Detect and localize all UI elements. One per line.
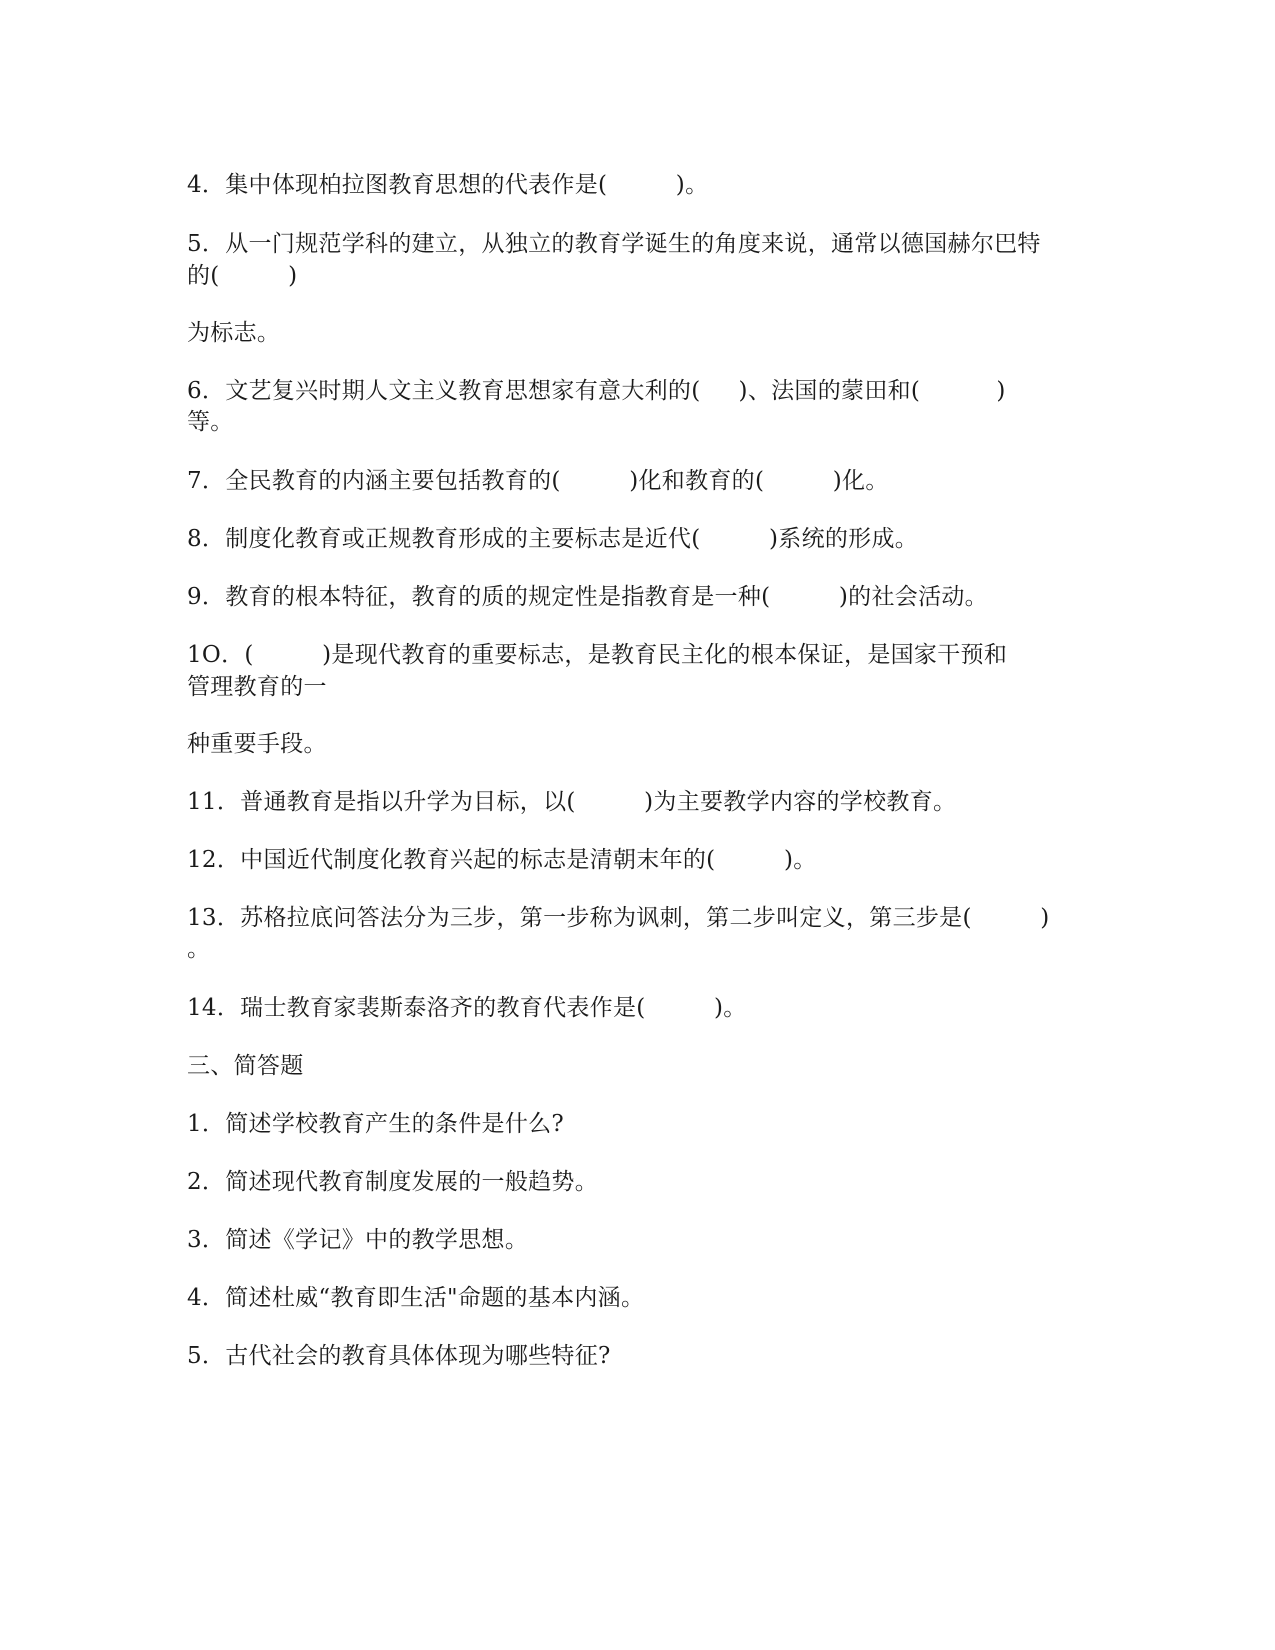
question-10-line-3: 种重要手段。 (187, 731, 327, 757)
question-6-line-2: 等。 (187, 409, 234, 435)
short-answer-1: 1．简述学校教育产生的条件是什么? (187, 1111, 565, 1137)
question-6-line-1: 6．文艺复兴时期人文主义教育思想家有意大利的( )、法国的蒙田和( ) (187, 378, 1006, 404)
short-answer-3: 3．简述《学记》中的教学思想。 (187, 1227, 529, 1253)
short-answer-2: 2．简述现代教育制度发展的一般趋势。 (187, 1169, 599, 1195)
question-11-line-1: 11．普通教育是指以升学为目标，以( )为主要教学内容的学校教育。 (187, 789, 957, 815)
question-5-line-3: 为标志。 (187, 320, 281, 346)
question-7-line-1: 7．全民教育的内涵主要包括教育的( )化和教育的( )化。 (187, 468, 889, 494)
question-9-line-1: 9．教育的根本特征，教育的质的规定性是指教育是一种( )的社会活动。 (187, 584, 988, 610)
question-13-line-2: 。 (187, 936, 211, 962)
question-8-line-1: 8．制度化教育或正规教育形成的主要标志是近代( )系统的形成。 (187, 526, 919, 552)
section-heading: 三、简答题 (187, 1053, 304, 1079)
short-answer-5: 5．古代社会的教育具体体现为哪些特征? (187, 1343, 611, 1369)
question-12-line-1: 12．中国近代制度化教育兴起的标志是清朝末年的( )。 (187, 847, 817, 873)
short-answer-4: 4．简述杜威“教育即生活"命题的基本内涵。 (187, 1285, 645, 1311)
question-5-line-2: 的( ) (187, 263, 298, 289)
question-10-line-2: 管理教育的一 (187, 674, 327, 700)
question-13-line-1: 13．苏格拉底问答法分为三步，第一步称为讽刺，第二步叫定义，第三步是( ) (187, 905, 1050, 931)
question-14-line-1: 14．瑞士教育家裴斯泰洛齐的教育代表作是( )。 (187, 995, 747, 1021)
question-5-line-1: 5．从一门规范学科的建立，从独立的教育学诞生的角度来说，通常以德国赫尔巴特 (187, 231, 1041, 257)
question-4-line-1: 4．集中体现柏拉图教育思想的代表作是( )。 (187, 172, 709, 198)
question-10-line-1: 1O．( )是现代教育的重要标志，是教育民主化的根本保证，是国家干预和 (187, 642, 1008, 668)
